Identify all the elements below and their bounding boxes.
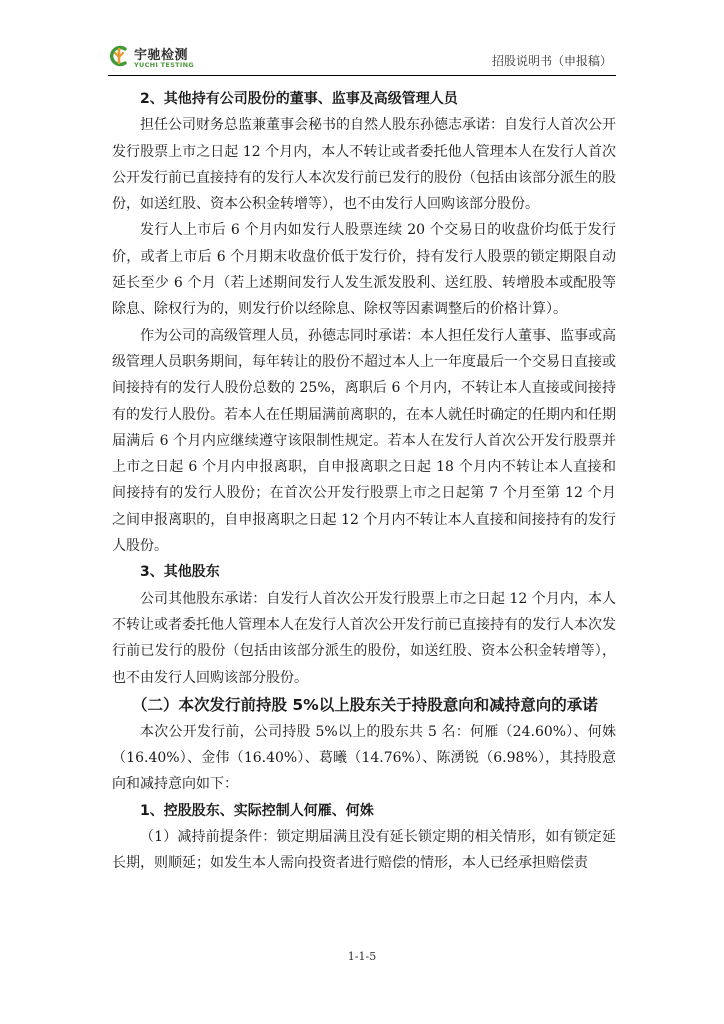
logo-name: 宇驰检测	[134, 48, 189, 63]
section-2-paragraph-1: 担任公司财务总监兼董事会秘书的自然人股东孙德志承诺：自发行人首次公开发行股票上市之日起 12 个月内，本人不转让或者委托他人管理本人在发行人首次公开发行前已直接持有的发行人本次发行前已发行的股份（包括由该部分派生的股份，如送红股、资本公积金转增等），也不由发行人回购该部分股份。	[112, 117, 616, 213]
page-number: 1-1-5	[347, 950, 377, 963]
section-2-paragraph-3: 作为公司的高级管理人员，孙德志同时承诺：本人担任发行人董事、监事或高级管理人员职务期间，每年转让的股份不超过本人上一年度最后一个交易日直接或间接持有的发行人股份总数的 25%，离职后 6 个月内，不转让本人直接或间接持有的发行人股份。若本人在任期届满前离职的，在本人就任时确定的任期内和任期届满后 6 个月内应继续遵守该限制性规定。若本人在发行人首次公开发行股票并上市之日起 6 个月内申报离职，自申报离职之日起 18 个月内不转让本人直接和间接持有的发行人股份；在首次公开发行股票上市之日起第 7 个月至第 12 个月之间申报离职的，自申报离职之日起 12 个月内不转让本人直接和间接持有的发行人股份。	[112, 327, 616, 555]
part-2-heading: （二）本次发行前持股 5%以上股东关于持股意向和减持意向的承诺	[132, 695, 598, 714]
document-title: 招股说明书（申报稿）	[491, 54, 612, 68]
section-2-heading: 2、其他持有公司股份的董事、监事及高级管理人员	[140, 91, 458, 107]
header-divider	[108, 75, 616, 76]
subsection-1-paragraph-1: （1）减持前提条件：锁定期届满且没有延长锁定期的相关情形，如有锁定延长期，则顺延；如发生本人需向投资者进行赔偿的情形，本人已经承担赔偿责	[112, 829, 616, 872]
section-2-paragraph-2: 发行人上市后 6 个月内如发行人股票连续 20 个交易日的收盘价均低于发行价，或者上市后 6 个月期末收盘价低于发行价，持有发行人股票的锁定期限自动延长至少 6 个月（若上述期间发行人发生派发股利、送红股、转增股本或配股等除息、除权行为的，则发行价以经除息、除权等因素调整后的价格计算）。	[112, 222, 616, 318]
section-3-heading: 3、其他股东	[140, 564, 220, 581]
document-body	[112, 86, 616, 877]
section-3-paragraph-1: 公司其他股东承诺：自发行人首次公开发行股票上市之日起 12 个月内，本人不转让或者委托他人管理本人在发行人首次公开发行前已直接持有的发行人本次发行前已发行的股份（包括由该部分派生的股份，如送红股、资本公积金转增等），也不由发行人回购该部分股份。	[112, 590, 616, 686]
company-logo	[108, 42, 204, 72]
subsection-1-heading: 1、控股股东、实际控制人何雁、何姝	[140, 802, 374, 819]
page-header	[108, 42, 616, 76]
logo-mark-icon	[108, 44, 130, 68]
logo-subtitle: YUCHI TESTING	[134, 61, 194, 69]
part-2-paragraph-1: 本次公开发行前，公司持股 5%以上的股东共 5 名：何雁（24.60%）、何姝（16.40%）、金伟（16.40%）、葛曦（14.76%）、陈湧锐（6.98%），其持股意向和减持意向如下：	[112, 723, 616, 793]
